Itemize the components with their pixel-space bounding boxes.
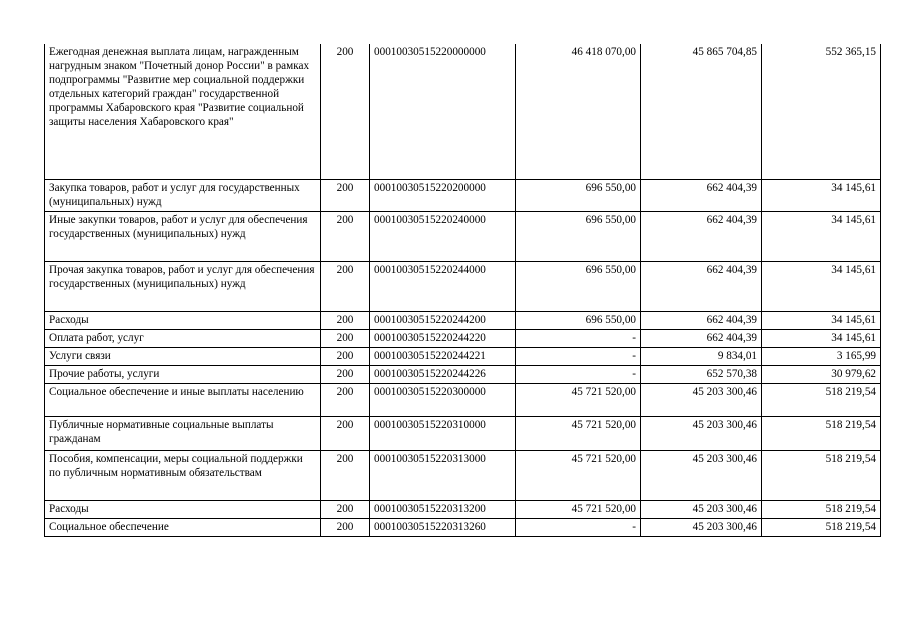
row-approved-cell: 696 550,00 <box>516 179 641 211</box>
row-executed-cell: 45 203 300,46 <box>641 383 762 416</box>
row-unexecuted-cell: 34 145,61 <box>762 179 881 211</box>
row-unexecuted-cell: 552 365,15 <box>762 44 881 179</box>
row-approved-cell: 45 721 520,00 <box>516 450 641 500</box>
row-unexecuted-cell: 34 145,61 <box>762 261 881 311</box>
row-executed-cell: 662 404,39 <box>641 179 762 211</box>
row-name-cell: Расходы <box>45 500 321 518</box>
row-code-cell: 200 <box>321 518 370 536</box>
table-row <box>45 261 881 311</box>
table-row <box>45 416 881 450</box>
row-code-cell: 200 <box>321 44 370 179</box>
row-kbk-cell: 00010030515220244221 <box>370 347 516 365</box>
row-unexecuted-cell: 3 165,99 <box>762 347 881 365</box>
row-kbk-cell: 00010030515220244000 <box>370 261 516 311</box>
row-executed-cell: 662 404,39 <box>641 211 762 261</box>
table-row <box>45 44 881 179</box>
row-executed-cell: 45 203 300,46 <box>641 500 762 518</box>
row-name-cell: Ежегодная денежная выплата лицам, награжденным нагрудным знаком "Почетный донор России" в рамках подпрограммы "Развитие мер социальной поддержки отдельных категорий граждан" государственной программы Хабаровского края "Развитие социальной защиты населения Хабаровского края" <box>45 44 321 179</box>
row-kbk-cell: 00010030515220244200 <box>370 311 516 329</box>
row-unexecuted-cell: 518 219,54 <box>762 416 881 450</box>
row-kbk-cell: 00010030515220313260 <box>370 518 516 536</box>
row-code-cell: 200 <box>321 383 370 416</box>
row-code-cell: 200 <box>321 179 370 211</box>
table-row <box>45 500 881 518</box>
row-name-cell: Пособия, компенсации, меры социальной поддержки по публичным нормативным обязательствам <box>45 450 321 500</box>
row-name-cell: Публичные нормативные социальные выплаты гражданам <box>45 416 321 450</box>
row-code-cell: 200 <box>321 311 370 329</box>
table-row <box>45 329 881 347</box>
row-approved-cell: - <box>516 365 641 383</box>
row-approved-cell: - <box>516 518 641 536</box>
row-unexecuted-cell: 518 219,54 <box>762 450 881 500</box>
row-kbk-cell: 00010030515220244220 <box>370 329 516 347</box>
row-code-cell: 200 <box>321 450 370 500</box>
table-row <box>45 383 881 416</box>
table-body <box>45 44 881 536</box>
row-kbk-cell: 00010030515220244226 <box>370 365 516 383</box>
row-name-cell: Расходы <box>45 311 321 329</box>
row-approved-cell: 696 550,00 <box>516 311 641 329</box>
row-unexecuted-cell: 34 145,61 <box>762 211 881 261</box>
table-row <box>45 311 881 329</box>
row-executed-cell: 45 203 300,46 <box>641 518 762 536</box>
row-name-cell: Услуги связи <box>45 347 321 365</box>
row-unexecuted-cell: 34 145,61 <box>762 311 881 329</box>
row-approved-cell: - <box>516 329 641 347</box>
table-row <box>45 450 881 500</box>
row-code-cell: 200 <box>321 261 370 311</box>
row-kbk-cell: 00010030515220300000 <box>370 383 516 416</box>
row-executed-cell: 9 834,01 <box>641 347 762 365</box>
budget-execution-table <box>44 44 881 537</box>
row-approved-cell: 696 550,00 <box>516 261 641 311</box>
row-approved-cell: 45 721 520,00 <box>516 416 641 450</box>
row-approved-cell: 46 418 070,00 <box>516 44 641 179</box>
row-name-cell: Социальное обеспечение <box>45 518 321 536</box>
row-approved-cell: 696 550,00 <box>516 211 641 261</box>
row-approved-cell: - <box>516 347 641 365</box>
row-code-cell: 200 <box>321 211 370 261</box>
row-kbk-cell: 00010030515220313200 <box>370 500 516 518</box>
row-kbk-cell: 00010030515220240000 <box>370 211 516 261</box>
row-code-cell: 200 <box>321 347 370 365</box>
table-row <box>45 211 881 261</box>
table-row <box>45 518 881 536</box>
row-name-cell: Прочая закупка товаров, работ и услуг для обеспечения государственных (муниципальных) нужд <box>45 261 321 311</box>
row-name-cell: Оплата работ, услуг <box>45 329 321 347</box>
row-approved-cell: 45 721 520,00 <box>516 500 641 518</box>
row-executed-cell: 662 404,39 <box>641 311 762 329</box>
row-kbk-cell: 00010030515220000000 <box>370 44 516 179</box>
table-row <box>45 365 881 383</box>
row-name-cell: Закупка товаров, работ и услуг для государственных (муниципальных) нужд <box>45 179 321 211</box>
table-row <box>45 179 881 211</box>
row-code-cell: 200 <box>321 365 370 383</box>
row-code-cell: 200 <box>321 416 370 450</box>
row-executed-cell: 45 203 300,46 <box>641 450 762 500</box>
row-kbk-cell: 00010030515220310000 <box>370 416 516 450</box>
row-name-cell: Иные закупки товаров, работ и услуг для обеспечения государственных (муниципальных) нужд <box>45 211 321 261</box>
row-unexecuted-cell: 518 219,54 <box>762 518 881 536</box>
row-unexecuted-cell: 518 219,54 <box>762 500 881 518</box>
row-kbk-cell: 00010030515220200000 <box>370 179 516 211</box>
row-code-cell: 200 <box>321 500 370 518</box>
row-executed-cell: 652 570,38 <box>641 365 762 383</box>
row-executed-cell: 45 865 704,85 <box>641 44 762 179</box>
row-kbk-cell: 00010030515220313000 <box>370 450 516 500</box>
row-executed-cell: 45 203 300,46 <box>641 416 762 450</box>
table-row <box>45 347 881 365</box>
row-name-cell: Прочие работы, услуги <box>45 365 321 383</box>
row-name-cell: Социальное обеспечение и иные выплаты населению <box>45 383 321 416</box>
row-unexecuted-cell: 34 145,61 <box>762 329 881 347</box>
row-approved-cell: 45 721 520,00 <box>516 383 641 416</box>
row-unexecuted-cell: 518 219,54 <box>762 383 881 416</box>
row-executed-cell: 662 404,39 <box>641 261 762 311</box>
row-unexecuted-cell: 30 979,62 <box>762 365 881 383</box>
row-code-cell: 200 <box>321 329 370 347</box>
row-executed-cell: 662 404,39 <box>641 329 762 347</box>
